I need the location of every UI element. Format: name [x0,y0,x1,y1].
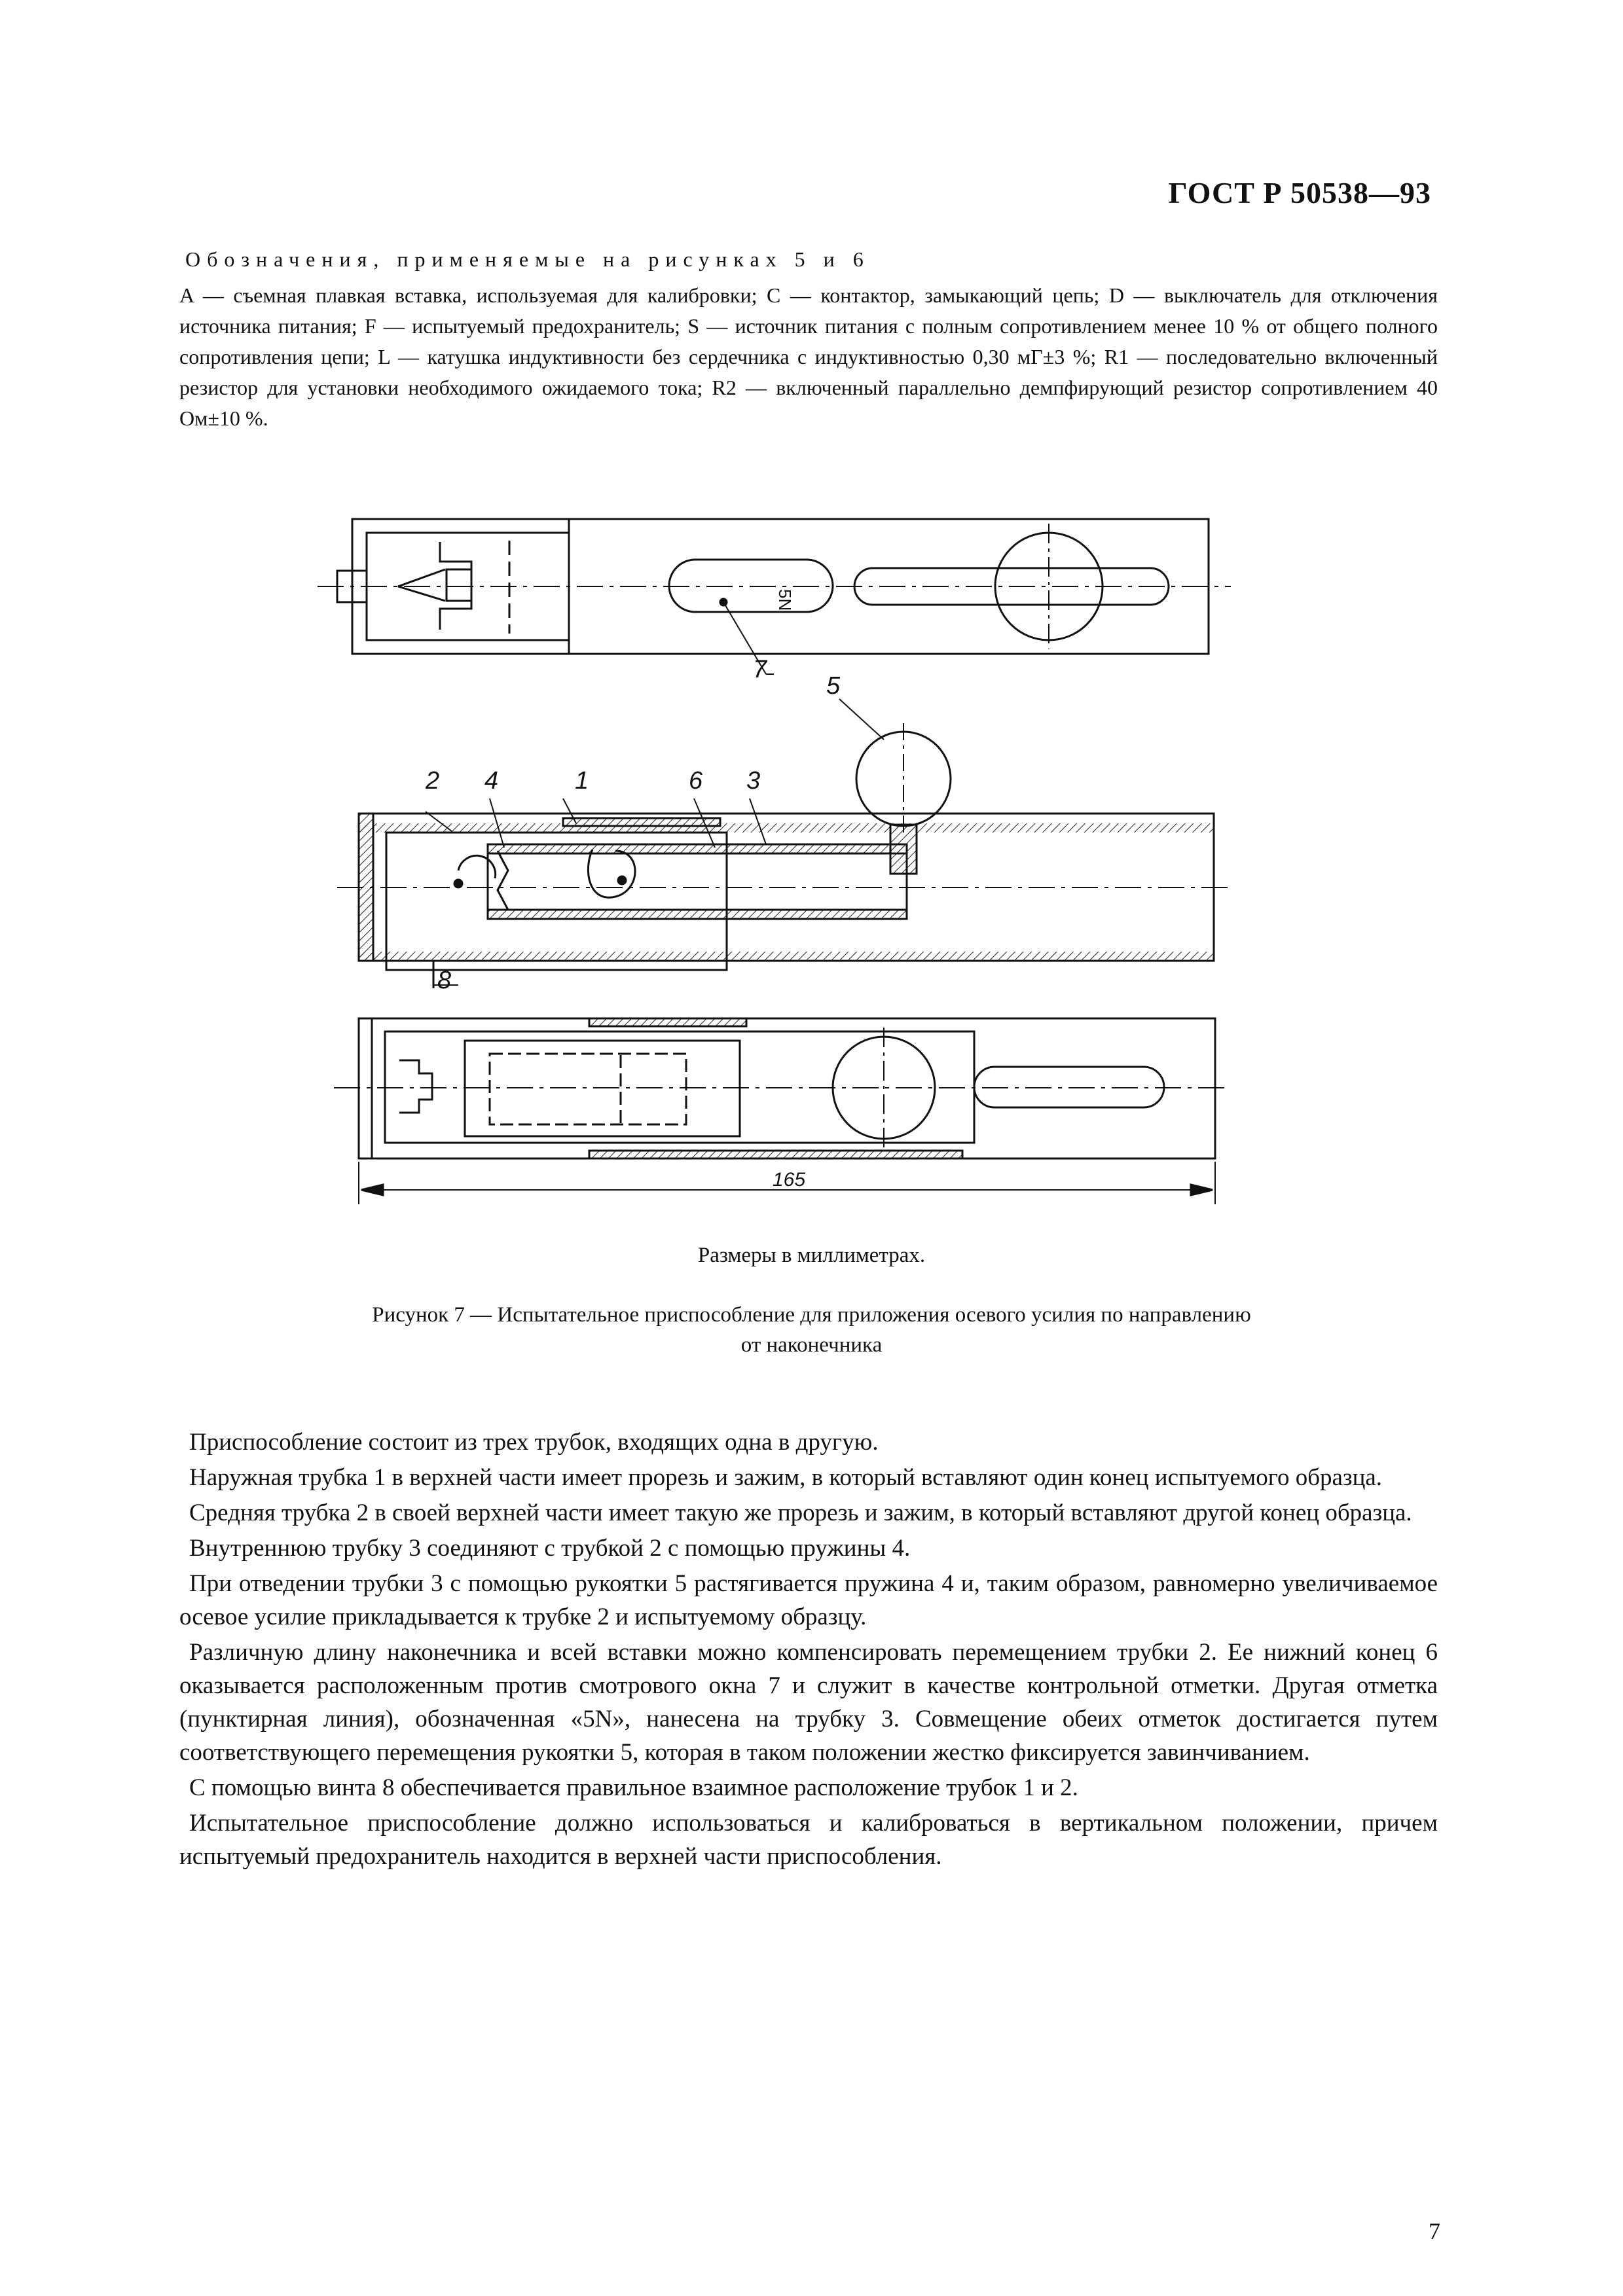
caption-line-2: от наконечника [740,1333,883,1357]
callout-8: 8 [437,967,452,994]
top-view [318,519,1231,674]
callout-3: 3 [746,767,761,795]
caption-line-1: Рисунок 7 — Испытательное приспособление для приложения осевого усилия по направлению [372,1303,1251,1327]
callout-6: 6 [689,767,703,795]
body-text [179,1426,1438,1873]
callout-1: 1 [575,767,589,795]
paragraph: Испытательное приспособление должно использоваться и калиброваться в вертикальном положении, причем испытуемый предохранитель находится в верхней части приспособления. [179,1810,1438,1870]
paragraph: При отведении трубки 3 с помощью рукоятки 5 растягивается пружина 4 и, таким образом, равномерно увеличиваемое осевое усилие прикладывается к трубке 2 и испытуемому образцу. [179,1570,1438,1630]
section-view [337,699,1231,988]
callout-4: 4 [484,767,499,795]
paragraph: Различную длину наконечника и всей вставки можно компенсировать перемещением трубки 2. Ее нижний конец 6 оказывается расположенным против смотрового окна 7 и служит в качестве контрольной отметки. Другая отметка (пунктирная линия), обозначенная «5N», нанесена на трубку 3. Совмещение обеих отметок достигается путем соответствующего перемещения рукоятки 5, которая в таком положении жестко фиксируется завинчиванием. [179,1639,1438,1766]
paragraph: Наружная трубка 1 в верхней части имеет прорезь и зажим, в который вставляют один конец испытуемого образца. [189,1464,1383,1491]
legend-paragraph: A — съемная плавкая вставка, используемая для калибровки; C — контактор, замыкающий цепь; D — выключатель для отключения источника питания; F — испытуемый предохранитель; S — источник питания с полным сопротивлением менее 10 % от общего полного сопротивления цепи; L — катушка индуктивности без сердечника с индуктивностью 0,30 мГ±3 %; R1 — последовательно включенный резистор для установки необходимого ожидаемого тока; R2 — включенный параллельно демпфирующий резистор сопротивлением 40 Ом±10 %. [179,283,1438,430]
paragraph: С помощью винта 8 обеспечивается правильное взаимное расположение трубок 1 и 2. [189,1774,1078,1801]
window-mark-5n: 5N [775,589,795,611]
legend-title: Обозначения, применяемые на рисунках 5 и 6 [185,247,870,271]
callout-7: 7 [753,656,767,683]
callout-5: 5 [826,672,841,700]
paragraph: Внутреннюю трубку 3 соединяют с трубкой 2 с помощью пружины 4. [189,1535,911,1562]
dimensions-note: Размеры в миллиметрах. [697,1244,926,1267]
dimension-label: 165 [773,1169,806,1191]
paragraph: Приспособление состоит из трех трубок, входящих одна в другую. [189,1429,879,1456]
figure-caption [0,1300,1623,1360]
page-number: 7 [1429,2218,1440,2244]
standard-header: ГОСТ Р 50538—93 [1168,176,1431,209]
technical-drawing [301,488,1257,1221]
paragraph: Средняя трубка 2 в своей верхней части имеет такую же прорезь и зажим, в который вставляют другой конец образца. [189,1499,1412,1526]
legend-text [179,280,1438,434]
callout-2: 2 [426,767,440,795]
